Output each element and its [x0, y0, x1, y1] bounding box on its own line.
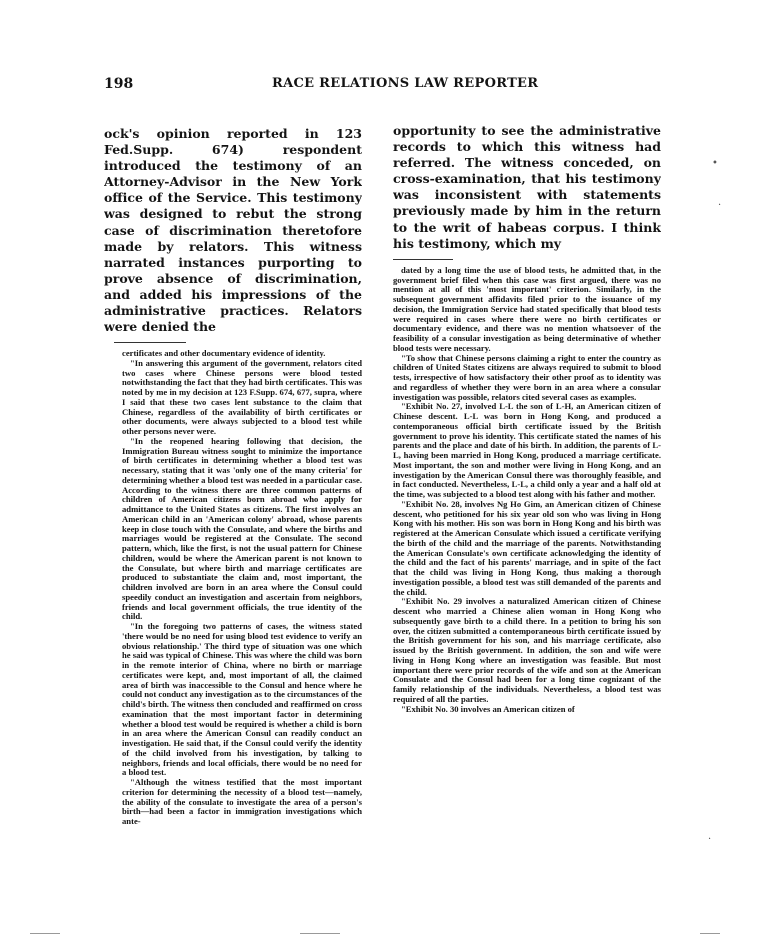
scan-speck: ·: [708, 834, 712, 845]
left-body-text: ock's opinion reported in 123 Fed.Supp. 674) respondent introduced the testimony of an Attorney-Advisor in the New York office of the Service. This testimony was designed to rebut the strong case of discrimination theretofore made by relators. This witness narrated instances purporting to prove absence of discrimination, and added his impressions of the administrative practices. Relators were denied the: [104, 126, 362, 335]
footnote-rule: [393, 259, 453, 260]
footnote-rule: [114, 342, 186, 343]
footnote-paragraph: "In answering this argument of the government, relators cited two cases where Chinese persons were blood tested notwithstanding the fact that they had birth certificates. This was noted by me in my decision at 123 F.Supp. 674, 677, supra, where I said that these two cases lent substance to the claim that Chinese, regardless of the availability of birth certificates or other documents, were always subjected to a blood test while other persons never were.: [122, 357, 362, 437]
right-body-text: opportunity to see the administrative records to which this witness had referred. The witness conceded, on cross-examination, that his testimony was inconsistent with statements previously made by him in the return to the writ of habeas corpus. I think his testimony, which my: [393, 123, 661, 251]
scan-edge-mark: [30, 933, 60, 934]
page-number: 198: [104, 76, 134, 92]
footnote-paragraph: "Exhibit No. 30 involves an American citizen of: [401, 703, 575, 714]
right-column: [393, 123, 661, 918]
scan-edge-mark: [700, 933, 720, 934]
scan-edge-mark: [300, 933, 340, 934]
footnote-paragraph: "Exhibit No. 29 involves a naturalized American citizen of Chinese descent who married a Chinese alien woman in Hong Kong who subsequently gave birth to a child there. In a petition to bring his son over, the citizen submitted a contemporaneous birth certificate issued by the British government for his son, and his marriage certificate, also issued by the British government. In addition, the son and wife were living in Hong Kong where an investigation was feasible. But most important there were prior records of the wife and son at the American Consulate and the Consul had been for a long time cognizant of the family relationship of the individuals. Nevertheless, a blood test was required of all the parties.: [393, 596, 661, 704]
footnote-paragraph: "To show that Chinese persons claiming a right to enter the country as children of United States citizens are always required to submit to blood tests, irrespective of how satisfactory their other proof as to identity was and regardless of whether they were born in an area where a consular investigation was possible, relators cited several cases as examples.: [393, 352, 661, 402]
left-footnote: [122, 349, 362, 827]
right-footnote: [393, 266, 661, 715]
footnote-paragraph: "In the foregoing two patterns of cases, the witness stated 'there would be no need for using blood test evidence to verify an obvious relationship.' The third type of situation was one which he said was typical of Chinese. This was where the child was born in the remote interior of China, where no birth or marriage certificates were kept, and, most important of all, the claimed area of birth was inaccessible to the Consul and hence where he could not conduct any investigation as to the circumstances of the child's birth. The witness then concluded and reaffirmed on cross examination that the most important factor in determining whether a blood test would be required is whether a child is born in an area where the American Consul can readily conduct an investigation. He said that, if the Consul could verify the identity of the child involved from his investigation, by talking to neighbors, friends and local officials, there would be no need for a blood test.: [122, 621, 362, 778]
left-column: [104, 126, 362, 916]
running-title: RACE RELATIONS LAW REPORTER: [272, 76, 539, 91]
footnote-paragraph: certificates and other documentary evidence of identity.: [122, 348, 326, 359]
footnote-paragraph: "Exhibit No. 27, involved L-L the son of L-H, an American citizen of Chinese descent. L-L was born in Hong Kong, and produced a contemporaneous official birth certificate issued by the British government to prove his identity. This certificate stated the names of his parents and the place and date of his birth. In addition, the parents of L-L, having been married in Hong Kong, produced a marriage certificate. Most important, the son and mother were living in Hong Kong, and an investigation by the American Consul there was thoroughly feasible, and in fact conducted. Nevertheless, L-L, a child only a year and a half old at the time, was subjected to a blood test along with his father and mother.: [393, 401, 661, 499]
scan-speck: •: [712, 158, 718, 169]
footnote-paragraph: "Although the witness testified that the most important criterion for determining the necessity of a blood test—namely, the ability of the consulate to investigate the area of a person's birth—had been a factor in immigration investigations which ante-: [122, 777, 362, 827]
footnote-paragraph: "In the reopened hearing following that decision, the Immigration Bureau witness sought to minimize the importance of birth certificates in determining whether a blood test was necessary, stating that it was 'only one of the many criteria' for determining whether a blood test was needed in a particular case. According to the witness there are three common patterns of children of American citizens born abroad who apply for admittance to the United States as citizens. The first involves an American child in an 'American colony' abroad, whose parents keep in close touch with the Consulate, and where the births and marriages would be registered at the Consulate. The second pattern, which, like the first, is not the usual pattern for Chinese children, would be where the American parent is not known to the Consulate, but where birth and marriage certificates are produced to substantiate the claim and, most important, the children involved are born in an area where the Consul could speedily conduct an investigation and ascertain from neighbors, friends and local government officials, the true identity of the child.: [122, 435, 362, 622]
footnote-paragraph: dated by a long time the use of blood tests, he admitted that, in the government brief filed when this case was first argued, there was no mention at all of this 'most important' criterion. Similarly, in the subsequent government affidavits filed prior to the issuance of my decision, the Immigration Service had stated specifically that blood tests were required in cases where there were no birth certificates or documentary evidence, and there was no mention whatsoever of the feasibility of a consular investigation as being determinative of whether blood tests were necessary.: [393, 264, 661, 353]
page-header: [104, 76, 704, 96]
scan-speck: ·: [718, 200, 722, 211]
footnote-paragraph: "Exhibit No. 28, involves Ng Ho Gim, an American citizen of Chinese descent, who petitioned for his six year old son who was living in Hong Kong with his mother. His son was born in Hong Kong and his birth was registered at the American Consulate which issued a certificate verifying the birth of the child and the marriage of the parents. Notwithstanding the American Consulate's own certificate acknowledging the identity of the child and the fact of his parents' marriage, and in spite of the fact that the child was living in Hong Kong, thus making a thorough investigation possible, a blood test was still demanded of the parents and the child.: [393, 498, 661, 597]
